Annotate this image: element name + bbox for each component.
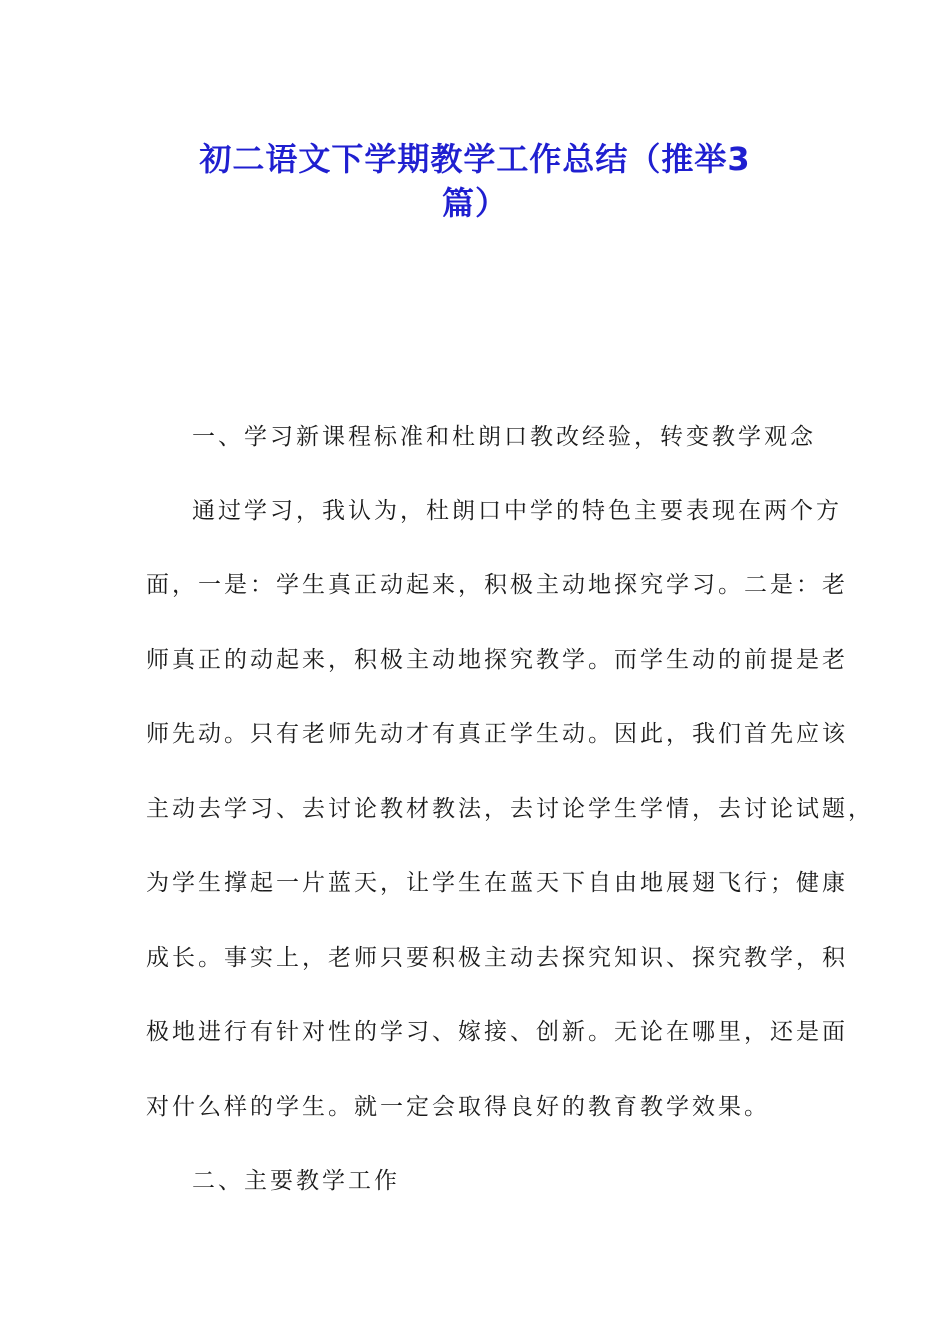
section-heading-2: 二、主要教学工作 [192, 1168, 400, 1194]
document-title-line-1: 初二语文下学期教学工作总结（推举3 [199, 140, 751, 178]
paragraph-line: 师先动。只有老师先动才有真正学生动。因此，我们首先应该 [146, 721, 848, 747]
document-title-line-2: 篇） [441, 184, 508, 222]
paragraph-line: 对什么样的学生。就一定会取得良好的教育教学效果。 [146, 1094, 770, 1120]
paragraph-line: 师真正的动起来，积极主动地探究教学。而学生动的前提是老 [146, 647, 848, 673]
paragraph-line: 为学生撑起一片蓝天，让学生在蓝天下自由地展翅飞行；健康 [146, 870, 848, 896]
section-heading-1: 一、学习新课程标准和杜朗口教改经验，转变教学观念 [192, 424, 816, 450]
paragraph-line: 面，一是：学生真正动起来，积极主动地探究学习。二是：老 [146, 572, 848, 598]
paragraph-line: 通过学习，我认为，杜朗口中学的特色主要表现在两个方 [192, 498, 842, 524]
paragraph-line: 极地进行有针对性的学习、嫁接、创新。无论在哪里，还是面 [146, 1019, 848, 1045]
paragraph-line: 主动去学习、去讨论教材教法，去讨论学生学情，去讨论试题， [146, 796, 874, 822]
paragraph-line: 成长。事实上，老师只要积极主动去探究知识、探究教学，积 [146, 945, 848, 971]
